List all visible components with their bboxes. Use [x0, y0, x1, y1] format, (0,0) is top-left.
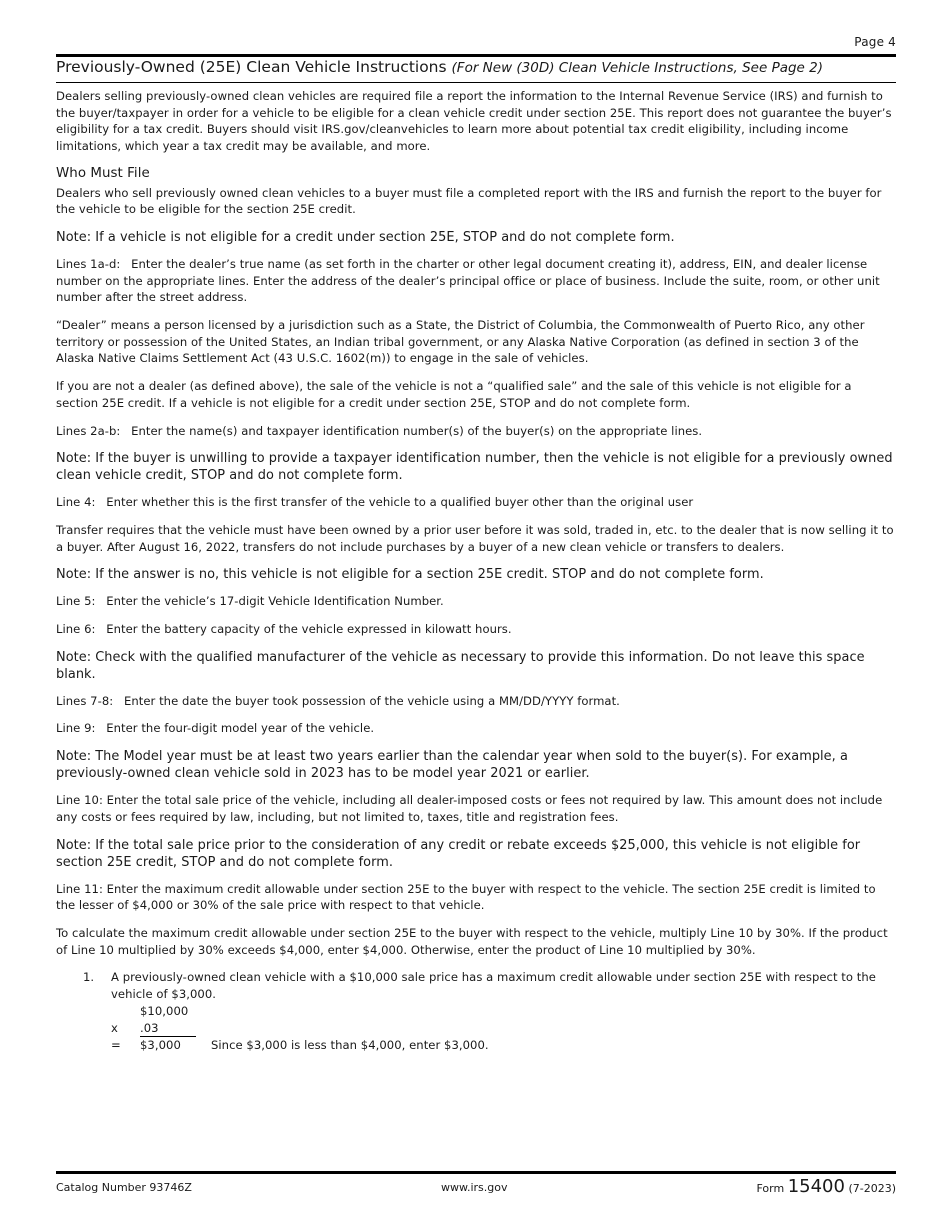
example-number: 1. — [83, 970, 95, 985]
line-11-label: Line 11: — [56, 881, 103, 896]
line-4-text: Enter whether this is the first transfer of the vehicle to a qualified buyer other than the original user — [106, 495, 694, 510]
line-5-instruction — [56, 593, 896, 610]
lines-7-8-text: Enter the date the buyer took possession of the vehicle using a MM/DD/YYYY format. — [123, 693, 620, 708]
example-calculation — [111, 1003, 896, 1055]
note-first-transfer: Note: If the answer is no, this vehicle is not eligible for a section 25E credit. STOP and do not complete form. — [56, 567, 764, 583]
line-4-instruction — [56, 494, 896, 511]
lines-2-instruction — [56, 423, 896, 440]
line-6-text: Enter the battery capacity of the vehicle expressed in kilowatt hours. — [106, 622, 512, 637]
note-sale-price: Note: If the total sale price prior to the consideration of any credit or rebate exceeds $25,000, this vehicle is not eligible for section 25E credit, STOP and do not complete form. — [56, 837, 861, 870]
form-word: Form — [756, 1182, 785, 1195]
note-not-eligible: Note: If a vehicle is not eligible for a credit under section 25E, STOP and do not complete form. — [56, 229, 675, 245]
example-item — [56, 969, 896, 1054]
line-10-label: Line 10: — [56, 793, 103, 808]
calc-result: $3,000 — [140, 1037, 181, 1052]
instructions-body — [56, 88, 896, 1055]
calc-explanation: Since $3,000 is less than $4,000, enter $3,000. — [211, 1037, 489, 1052]
line-11-instruction — [56, 881, 896, 914]
line-11-text: Enter the maximum credit allowable under section 25E to the buyer with respect to the vehicle. The section 25E credit is limited to the lesser of $4,000 or 30% of the sale price with respect to that vehicle. — [56, 881, 876, 913]
line-6-label: Line 6: — [56, 622, 96, 637]
example-text: A previously-owned clean vehicle with a $10,000 sale price has a maximum credit allowable under section 25E with respect to the vehicle of $3,000. — [111, 970, 876, 1002]
page-number: Page 4 — [854, 35, 896, 49]
line-10-text: Enter the total sale price of the vehicle, including all dealer-imposed costs or fees not required by law. This amount does not include any costs or fees required by law, including, but not limited to, taxes, title and registration fees. — [56, 793, 883, 824]
title-text: Previously-Owned (25E) Clean Vehicle Instructions — [56, 58, 447, 76]
form-page — [56, 0, 896, 1230]
lines-2-label: Lines 2a-b: — [56, 423, 121, 438]
line-4-label: Line 4: — [56, 495, 96, 510]
transfer-paragraph: Transfer requires that the vehicle must have been owned by a prior user before it was sold, traded in, etc. to the dealer that is now selling it to a buyer. After August 16, 2022, transfers do not include purchases by a buyer of a new clean vehicle or transfers to dealers. — [56, 522, 894, 554]
line-6-instruction — [56, 621, 896, 638]
page-footer — [56, 1176, 896, 1198]
lines-2-text: Enter the name(s) and taxpayer identification number(s) of the buyer(s) on the appropriate lines. — [131, 423, 703, 438]
note-model-year: Note: The Model year must be at least two years earlier than the calendar year when sold to the buyer(s). For example, a previously-owned clean vehicle sold in 2023 has to be model year 2021 or earlier. — [56, 749, 848, 782]
form-number: 15400 — [787, 1176, 845, 1197]
who-must-file-text: Dealers who sell previously owned clean vehicles to a buyer must file a completed report with the IRS and furnish the report to the buyer for the vehicle to be eligible for the section 25E credit. — [56, 185, 882, 217]
line-9-text: Enter the four-digit model year of the vehicle. — [106, 721, 375, 736]
calc-rate: .03 — [140, 1020, 159, 1035]
lines-7-8-instruction — [56, 693, 896, 710]
note-battery: Note: Check with the qualified manufacturer of the vehicle as necessary to provide this information. Do not leave this space blank. — [56, 649, 865, 682]
lines-7-8-label: Lines 7-8: — [56, 693, 114, 708]
not-dealer-paragraph: If you are not a dealer (as defined above), the sale of the vehicle is not a “qualified sale” and the sale of this vehicle is not eligible for a section 25E credit. If a vehicle is not eligible for a credit under section 25E, STOP and do not complete form. — [56, 379, 852, 410]
lines-1-instruction — [56, 256, 896, 306]
dealer-definition: “Dealer” means a person licensed by a jurisdiction such as a State, the District of Columbia, the Commonwealth of Puerto Rico, any other territory or possession of the United States, an Indian tribal government, or any Alaska Native Corporation (as defined in section 3 of the Alaska Native Claims Settlement Act (43 U.S.C. 1602(m)) to engage in the sale of vehicles. — [56, 318, 865, 366]
title-rule — [56, 82, 896, 83]
note-tin: Note: If the buyer is unwilling to provide a taxpayer identification number, then the vehicle is not eligible for a previously owned clean vehicle credit, STOP and do not complete form. — [56, 451, 893, 484]
line-5-text: Enter the vehicle’s 17-digit Vehicle Identification Number. — [106, 594, 444, 609]
intro-paragraph: Dealers selling previously-owned clean vehicles are required file a report the information to the Internal Revenue Service (IRS) and furnish to the buyer/taxpayer in order for a vehicle to be eligible for a clean vehicle credit under section 25E. This report does not guarantee the buyer’s eligibility for a tax credit. Buyers should visit IRS.gov/cleanvehicles to learn more about potential tax credit eligibility, including income limitations, which year a tax credit may be available, and more. — [56, 89, 892, 154]
bottom-rule — [56, 1171, 896, 1174]
catalog-number: Catalog Number 93746Z — [56, 1181, 192, 1194]
calc-equals-sign: = — [111, 1037, 121, 1052]
line-9-instruction — [56, 720, 896, 737]
calculation-paragraph: To calculate the maximum credit allowable under section 25E to the buyer with respect to the vehicle, multiply Line 10 by 30%. If the product of Line 10 multiplied by 30% exceeds $4,000, enter $4,000. Otherwise, enter the product of Line 10 multiplied by 30%. — [56, 925, 888, 957]
top-rule — [56, 54, 896, 57]
title-note: (For New (30D) Clean Vehicle Instructions, See Page 2) — [451, 60, 824, 76]
line-10-instruction — [56, 792, 896, 825]
calc-amount: $10,000 — [140, 1003, 189, 1018]
calc-times-sign: x — [111, 1020, 118, 1035]
form-identifier — [756, 1176, 896, 1197]
lines-1-text: Enter the dealer’s true name (as set forth in the charter or other legal document creating it), address, EIN, and dealer license number on the appropriate lines. Enter the address of the dealer’s principal office or place of business. Include the suite, room, or other unit number after the street address. — [56, 256, 880, 305]
who-must-file-heading: Who Must File — [56, 165, 150, 181]
line-5-label: Line 5: — [56, 594, 96, 609]
lines-1-label: Lines 1a-d: — [56, 256, 121, 271]
form-revision: (7-2023) — [848, 1182, 896, 1195]
line-9-label: Line 9: — [56, 721, 96, 736]
website-link[interactable]: www.irs.gov — [441, 1181, 508, 1194]
page-title — [56, 58, 896, 76]
